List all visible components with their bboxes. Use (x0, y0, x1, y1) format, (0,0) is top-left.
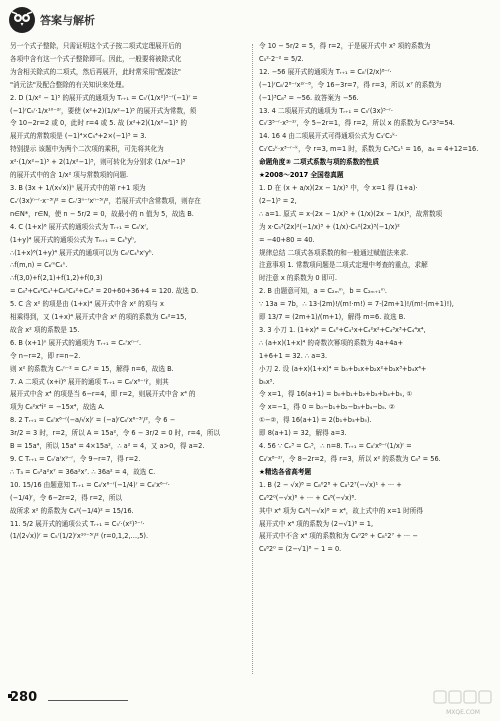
text-line: 13. 4 二项展开式的通项为 Tᵣ₊₁ = C₅ʳ(3x)⁵⁻ʳ· (259, 106, 394, 115)
text-line: (1+y)⁴ 展开式的通项公式为 Tₕ₊₁ = C₄ʰyʰ, (10, 235, 137, 244)
text-line: 展开式的常数项是 (−1)⁴×C₅⁴+2×(−1)⁵ = 3. (10, 132, 147, 141)
text-line: 令 x=−1，得 0 = b₀−b₁+b₂−b₃+b₄−b₅. ② (259, 403, 395, 412)
text-line: 则 x² 的系数为 Cₙⁿ⁻² = Cₙ² = 15，解得 n=6，故选 B. (10, 364, 174, 373)
watermark-logo-icon (432, 689, 494, 717)
text-line: 3. 3 小刀 1. (1+x)⁴ = C₄⁰+C₄¹x+C₄²x²+C₄³x³+C₄⁴x⁴, (259, 325, 426, 334)
text-line: = −40+80 = 40. (259, 235, 315, 244)
text-line: ∴f(m,n) = C₆ᵐC₄ⁿ. (10, 261, 68, 270)
text-line: 的展开式中的含 1/x² 项与常数项的问题. (10, 171, 129, 180)
text-line: 2. B 由题意可知，a = C₂ₘᵐ，b = C₂ₘ₊₁ᵐ. (259, 287, 387, 296)
text-line: 即 13/7 = (2m+1)/(m+1)，解得 m=6. 故选 B. (259, 313, 406, 322)
text-line: 其中 x⁴ 项为 C₈⁸(−√x)⁸ = x⁴，故上式中的 x=1 时所得 (259, 506, 423, 515)
text-line: 命题角度③ 二项式系数与项的系数的性质 (259, 158, 379, 167)
text-line: 9. C Tᵣ₊₁ = C₉ʳaʳx⁹⁻ʳ，令 9−r=7，得 r=2. (10, 455, 141, 463)
text-line: Cₙʳ(3x)ⁿ⁻ʳ·x⁻³ʳ/² = Cₙʳ3ⁿ⁻ʳxⁿ⁻⁵ʳ/²，若展开式中含常数项，则存在 (10, 196, 201, 205)
owl-logo-icon (8, 6, 36, 34)
text-line: 5. C 含 x² 的项是由 (1+x)⁴ 展开式中含 x² 的项与 x (10, 300, 164, 309)
section-title: 答案与解析 (40, 14, 95, 27)
text-line: 令 10 − 5r/2 = 5，得 r=2，于是展开式中 x⁵ 项的系数为 (259, 42, 431, 50)
text-line: 展开式中含 x⁴ 的项是当 6−r=4，即 r=2，则展开式中含 x⁴ 的 (10, 390, 196, 399)
page-number-rule (48, 700, 128, 701)
right-column (259, 40, 495, 680)
text-line: 14. 16 4 由二项展开式可得通项公式为 C₃ʳC₂ᵏ· (259, 132, 398, 141)
text-line: 另一个式子整除，只需证明这个式子按二项式定理展开后的 (10, 42, 182, 50)
text-line: 10. 15/16 由题意知 Tᵣ₊₁ = C₆ʳx⁶⁻ʳ(−1/4)ʳ = C₆ʳx⁶⁻ʳ· (10, 480, 170, 489)
text-line: B = 15a⁴，所以 15a⁴ = 4×15a²，∴ a² = 4，又 a>0，得 a=2. (10, 442, 205, 451)
text-line: C₈ʳx⁸⁻²ʳ，令 8−2r=2，得 r=3，所以 x² 的系数为 C₈³ = 56. (259, 455, 441, 463)
text-line: C₈⁸2⁰ = (2−√1)⁸ − 1 = 0. (259, 545, 342, 554)
text-line: 项为 C₆²x⁴i² = −15x⁴，故选 A. (10, 403, 105, 412)
text-line: 展开式中 x⁴ 项的系数为 (2−√1)⁸ = 1, (259, 519, 374, 528)
text-line: C₈⁸2⁰(−√x)⁸ + ··· + C₈⁸(−√x)⁸. (259, 493, 357, 502)
text-line: ★精选各省高考题 (259, 467, 312, 476)
text-line: 1+6+1 = 32. ∴ a=3. (259, 351, 328, 360)
text-line: 令 x=1，得 16(a+1) = b₀+b₁+b₂+b₃+b₄+b₅, ① (259, 390, 413, 399)
text-line: 为 x·C₅³(2x)²(−1/x)³ + (1/x)·C₅²(2x)³(−1/x)² (259, 222, 400, 231)
text-line: 特别提示 该题中为两个二次项的乘积，可先将其化为 (10, 145, 164, 154)
text-line: ★2008～2017 全国卷真题 (259, 171, 344, 180)
text-line: 4. C (1+x)⁶ 展开式的通项公式为 Tᵣ₊₁ = C₆ʳxʳ, (10, 222, 149, 231)
text-line: (1/(2√x))ʳ = C₅ʳ(1/2)ʳx¹⁰⁻⁵ʳ/² (r=0,1,2,…,5). (10, 532, 149, 541)
text-line: 8. 2 Tᵣ₊₁ = C₆ʳx⁶⁻ʳ(−a/√x)ʳ = (−a)ʳC₆ʳx⁶⁻³ʳ/²，令 6 − (10, 416, 176, 425)
text-line: C₃ʳC₂ᵏ·x³⁻ʳ⁻ᵏ，令 r=3, m=1 时，系数为 C₃³C₂¹ = 16，a₄ = 4+12=16. (259, 145, 479, 154)
text-line: ∴f(3,0)+f(2,1)+f(1,2)+f(0,3) (10, 274, 103, 283)
text-line: 令 n−r=2，即 r=n−2. (10, 351, 81, 360)
text-line: 3r/2 = 3 时，r=2，所以 A = 15a²，令 6 − 3r/2 = 0 时，r=4，所以 (10, 429, 221, 438)
text-line: 小刀 2. 设 (a+x)(1+x)⁴ = b₀+b₁x+b₂x²+b₃x³+b₄x⁴+ (259, 364, 427, 373)
text-line: (−1)ʳC₈ʳ2⁸⁻ʳx²ʳ⁻⁸，令 16−3r=7，得 r=3，所以 x⁷ 的系数为 (259, 80, 442, 89)
text-line: C₅ʳ3⁵⁻ʳ·x⁵⁻²ʳ，令 5−2r=1，得 r=2，所以 x 的系数为 C₅²3³=54. (259, 119, 455, 128)
text-line: ∴(1+x)⁶(1+y)⁴ 展开式的通项可以为 C₆ʳC₄ʰxʳyʰ. (10, 248, 154, 257)
text-line: 2. D (1/x² − 1)⁵ 的展开式的通项为 Tᵣ₊₁ = C₅ʳ(1/x²)⁵⁻ʳ(−1)ʳ = (10, 93, 198, 102)
page-number: 280 (10, 690, 38, 705)
text-line: 6. B (x+1)ⁿ 展开式的通项为 Tᵣ₊₁ = Cₙʳxⁿ⁻ʳ. (10, 338, 142, 347)
text-line: C₅²·2⁻² = 5/2. (259, 54, 304, 63)
text-line: b₅x⁵. (259, 377, 275, 386)
text-line: (−1)ʳC₅ʳ·1/x¹⁰⁻²ʳ，要使 (x²+2)(1/x²−1)⁵ 的展开式为常数，须 (10, 106, 197, 115)
text-line: 故含 x² 项的系数是 15. (10, 325, 80, 334)
text-line: 7. A 二项式 (x+i)⁶ 展开的通项 Tᵣ₊₁ = C₆ʳx⁶⁻ʳiʳ，则其 (10, 377, 169, 386)
text-line: 相乘得到，又 (1+x)⁴ 展开式中含 x² 的项的系数为 C₄²=15, (10, 313, 187, 322)
text-line: (2−1)⁵ = 2, (259, 196, 297, 205)
text-line: ∴ T₃ = C₉²a²x⁷ = 36a²x⁷. ∴ 36a² = 4，故选 C. (10, 467, 156, 476)
text-line: ∵ 13a = 7b，∴ 13·(2m)!/(m!·m!) = 7·(2m+1)!/(m!·(m+1)!), (259, 300, 454, 309)
text-line: 时注意 x 的系数为 0 即可. (259, 274, 337, 283)
text-line: 3. B (3x + 1/(x√x))ⁿ 展开式中的第 r+1 项为 (10, 183, 146, 192)
text-line: 令 10−2r=2 或 0，此时 r=4 或 5. 故 (x²+2)(1/x²−1)⁵ 的 (10, 119, 187, 128)
text-line: 12. −56 展开式的通项为 Tᵣ₊₁ = C₈ʳ(2/x)⁸⁻ʳ· (259, 67, 392, 76)
text-line: n∈N*，r∈N，使 n − 5r/2 = 0，故最小的 n 值为 5，故选 B. (10, 209, 194, 218)
text-line: 注意事项 1. 常数项问题是二项式定理中考查的重点，求解 (259, 261, 428, 270)
svg-text:MXQE.COM: MXQE.COM (446, 709, 480, 716)
left-column (10, 40, 248, 680)
text-line: ①−②，得 16(a+1) = 2(b₁+b₃+b₅). (259, 416, 372, 425)
text-line: 4. 56 ∵ Cₙ³ = Cₙ⁵，∴ n=8. Tᵣ₊₁ = C₈ʳx⁸⁻ʳ(1/x)ʳ = (259, 442, 412, 451)
text-line: ∴ (a+x)(1+x)⁴ 的奇数次幂项的系数为 4a+4a+ (259, 338, 403, 347)
text-line: 规律总结 二项式各项系数的和一般通过赋值法来求. (259, 248, 409, 257)
text-line: 1. D 在 (x + a/x)(2x − 1/x)⁵ 中，令 x=1 得 (1+a)· (259, 183, 418, 192)
text-line: 故所求 x² 的系数为 C₆²(−1/4)² = 15/16. (10, 506, 134, 515)
text-line: = C₆³+C₆²C₄¹+C₆¹C₄²+C₄³ = 20+60+36+4 = 120. 故选 D. (10, 287, 199, 296)
text-line: 即 8(a+1) = 32，解得 a=3. (259, 429, 347, 438)
text-line: "消元法"及配合整除的有关知识来处理。 (10, 80, 129, 89)
column-divider (252, 44, 253, 674)
text-line: 11. 5/2 展开式的通项公式 Tᵣ₊₁ = C₅ʳ·(x²)⁵⁻ʳ· (10, 519, 145, 528)
page-header (8, 4, 492, 36)
text-line: 展开式中不含 x⁴ 项的系数和为 C₈⁰2⁸ + C₈¹2⁷ + ··· − (259, 532, 418, 541)
text-line: ∴ a=1. 原式 = x·(2x − 1/x)⁵ + (1/x)(2x − 1/x)⁵，故常数项 (259, 209, 443, 218)
text-line: 为含相关除式的二项式，然后再展开，此时常采用"配凑法" (10, 67, 181, 76)
text-line: (−1)³C₈³ = −56. 故答案为 −56. (259, 93, 359, 102)
text-line: x²·(1/x²−1)⁵ + 2(1/x²−1)⁵，则可转化为分别求 (1/x²−1)⁵ (10, 158, 186, 167)
text-line: 1. B (2 − √x)⁸ = C₈⁰2⁸ + C₈¹2⁷(−√x)¹ + ··· + (259, 480, 402, 489)
text-line: 各项中含有这一个式子整除即可。因此，一般要将被除式化 (10, 54, 182, 63)
text-line: (−1/4)ʳ，令 6−2r=2，得 r=2，所以 (10, 493, 123, 502)
